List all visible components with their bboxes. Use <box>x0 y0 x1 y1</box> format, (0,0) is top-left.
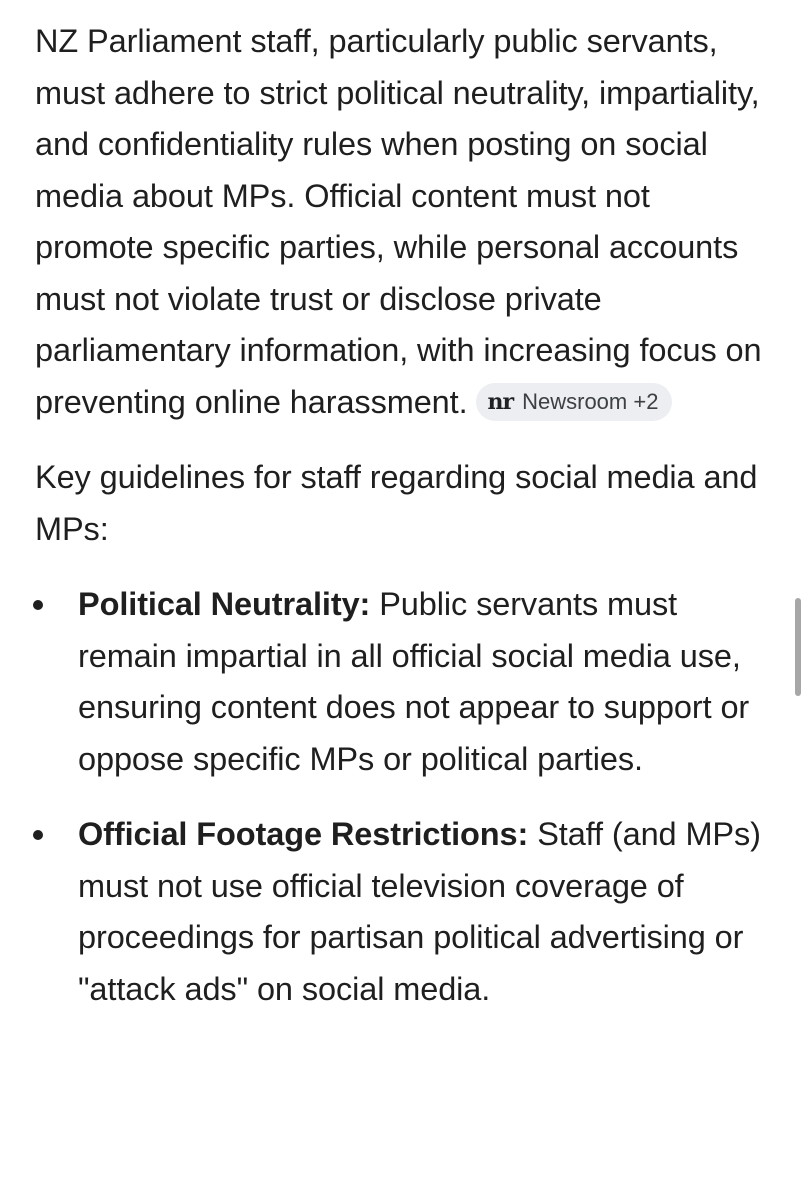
bullet-text: Staff (and MPs) must not use official television coverage of proceedings for partisan political advertising or "attack ads" on social media. <box>78 816 761 1007</box>
intro-paragraph <box>35 16 775 428</box>
scrollbar-thumb[interactable] <box>795 598 801 696</box>
source-chip-label: Newsroom +2 <box>522 388 659 414</box>
guidelines-list <box>35 579 775 1015</box>
source-chip-button[interactable] <box>476 383 673 421</box>
list-item <box>35 579 775 785</box>
bullet-dot-icon <box>33 600 43 610</box>
key-guidelines-heading: Key guidelines for staff regarding social media and MPs: <box>35 459 758 547</box>
newsroom-logo-icon: nr <box>487 388 514 415</box>
bullet-text: Public servants must remain impartial in all official social media use, ensuring content does not appear to support or oppose specific MPs or political parties. <box>78 586 750 777</box>
bullet-dot-icon <box>33 830 43 840</box>
list-item <box>35 809 775 1015</box>
intro-text: NZ Parliament staff, particularly public servants, must adhere to strict political neutrality, impartiality, and confidentiality rules when posting on social media about MPs. Official content must not promote specific parties, while personal accounts must not violate trust or disclose private parliamentary information, with increasing focus on preventing online harassment. <box>35 23 762 420</box>
bullet-title: Political Neutrality: <box>78 586 371 622</box>
bullet-title: Official Footage Restrictions: <box>78 816 529 852</box>
response-content <box>35 16 775 1039</box>
